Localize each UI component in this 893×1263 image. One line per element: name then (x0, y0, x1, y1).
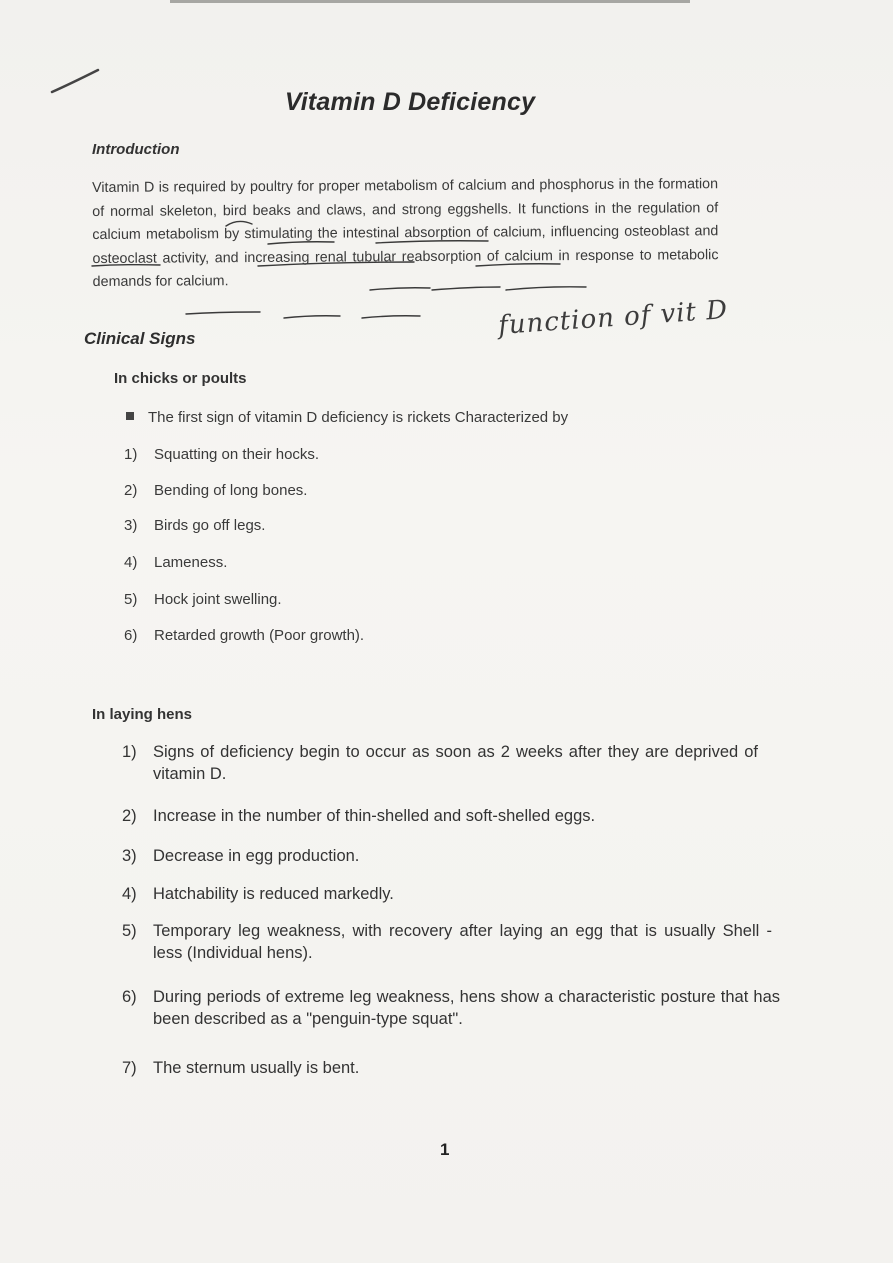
item-number: 6) (122, 988, 137, 1006)
item-text: Birds go off legs. (154, 517, 266, 534)
hen-sign-item (122, 920, 772, 964)
item-number: 7) (122, 1059, 137, 1077)
chick-sign-item (124, 554, 227, 571)
item-number: 5) (124, 591, 138, 608)
item-text: Decrease in egg production. (153, 847, 360, 865)
chick-sign-item (124, 517, 265, 534)
laying-hens-heading: In laying hens (92, 706, 193, 723)
item-text: During periods of extreme leg weakness, hens show a characteristic posture that has been described as a "penguin-type squat". (153, 988, 780, 1028)
item-text: Lameness. (154, 554, 228, 571)
bullet-text: The first sign of vitamin D deficiency is rickets Characterized by (148, 409, 569, 426)
item-text: Hatchability is reduced markedly. (153, 885, 394, 903)
chicks-heading: In chicks or poults (114, 370, 247, 387)
chick-sign-item (124, 446, 319, 463)
hen-sign-item (122, 805, 758, 827)
item-number: 6) (124, 627, 138, 644)
item-text: Increase in the number of thin-shelled and soft-shelled eggs. (153, 807, 596, 825)
item-number: 2) (122, 807, 137, 825)
introduction-paragraph: Vitamin D is required by poultry for proper metabolism of calcium and phosphorus in the formation of normal skeleton, bird beaks and claws, and strong eggshells. It functions in the regulation of calcium metabolism by stimulating the intestinal absorption of calcium, influencing osteoblast and osteoclast activity, and increasing renal tubular reabsorption of calcium in response to metabolic demands for calcium. (92, 176, 719, 290)
item-text: Bending of long bones. (154, 482, 308, 499)
item-number: 2) (124, 482, 138, 499)
item-number: 3) (124, 517, 138, 534)
handwritten-annotation: function of vit D (497, 295, 729, 341)
introduction-heading: Introduction (92, 141, 180, 158)
square-bullet-icon (126, 412, 134, 420)
hen-sign-item (122, 1057, 758, 1079)
item-number: 1) (124, 446, 138, 463)
page-number: 1 (440, 1140, 450, 1159)
item-number: 1) (122, 743, 137, 761)
item-number: 4) (122, 885, 137, 903)
chick-sign-item (124, 482, 307, 499)
hen-sign-item (122, 883, 758, 905)
item-number: 3) (122, 847, 137, 865)
item-number: 5) (122, 922, 137, 940)
item-text: Signs of deficiency begin to occur as soon as 2 weeks after they are deprived of vitamin D. (153, 743, 758, 783)
item-text: Retarded growth (Poor growth). (154, 627, 365, 644)
item-text: Squatting on their hocks. (154, 446, 320, 463)
document-title: Vitamin D Deficiency (284, 88, 536, 116)
clinical-signs-heading: Clinical Signs (84, 329, 196, 348)
top-scan-edge (170, 0, 690, 3)
item-number: 4) (124, 554, 138, 571)
rickets-bullet (126, 409, 568, 426)
hen-sign-item (122, 741, 758, 785)
item-text: The sternum usually is bent. (153, 1059, 360, 1077)
hen-sign-item (122, 986, 780, 1030)
chick-sign-item (124, 591, 282, 608)
item-text: Hock joint swelling. (154, 591, 282, 608)
hen-sign-item (122, 845, 758, 867)
item-text: Temporary leg weakness, with recovery after laying an egg that is usually Shell - less (Individual hens). (153, 922, 772, 962)
chick-sign-item (124, 627, 364, 644)
